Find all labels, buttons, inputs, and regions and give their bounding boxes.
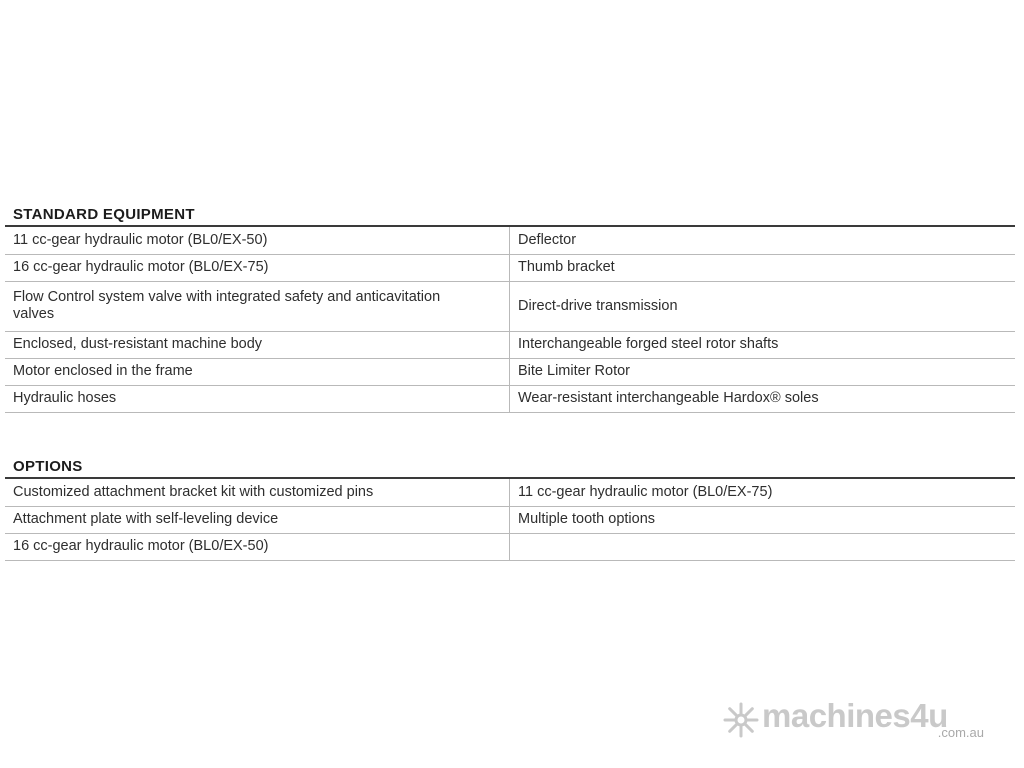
- section-title: OPTIONS: [5, 457, 1015, 479]
- table-cell: Multiple tooth options: [510, 506, 1016, 533]
- table-row: [5, 358, 1015, 385]
- watermark-domain: .com.au: [937, 725, 984, 740]
- table-cell: 16 cc-gear hydraulic motor (BL0/EX-75): [5, 254, 510, 281]
- options-table: [5, 479, 1015, 561]
- table-cell: 11 cc-gear hydraulic motor (BL0/EX-75): [510, 479, 1016, 506]
- table-cell: Interchangeable forged steel rotor shafts: [510, 331, 1016, 358]
- table-cell: Flow Control system valve with integrated safety and anticavitation valves: [5, 281, 510, 331]
- table-cell: Enclosed, dust-resistant machine body: [5, 331, 510, 358]
- gear-star-icon: [722, 701, 760, 739]
- table-cell: 16 cc-gear hydraulic motor (BL0/EX-50): [5, 533, 510, 560]
- table-cell: Motor enclosed in the frame: [5, 358, 510, 385]
- table-row: [5, 227, 1015, 254]
- options-section: [5, 457, 1015, 561]
- table-cell: 11 cc-gear hydraulic motor (BL0/EX-50): [5, 227, 510, 254]
- machines4u-watermark: [722, 697, 992, 750]
- table-cell: [510, 533, 1016, 560]
- table-cell: Hydraulic hoses: [5, 385, 510, 412]
- table-cell: Thumb bracket: [510, 254, 1016, 281]
- table-row: [5, 385, 1015, 412]
- section-title: STANDARD EQUIPMENT: [5, 205, 1015, 227]
- table-row: [5, 479, 1015, 506]
- watermark-brand: machines4u: [762, 697, 948, 734]
- table-row: [5, 533, 1015, 560]
- table-cell: Direct-drive transmission: [510, 281, 1016, 331]
- table-row: [5, 506, 1015, 533]
- table-cell: Customized attachment bracket kit with customized pins: [5, 479, 510, 506]
- table-row: [5, 331, 1015, 358]
- table-cell: Bite Limiter Rotor: [510, 358, 1016, 385]
- table-cell: Attachment plate with self-leveling device: [5, 506, 510, 533]
- table-row: [5, 281, 1015, 331]
- standard-equipment-table: [5, 227, 1015, 413]
- standard-equipment-section: [5, 205, 1015, 413]
- table-cell: Wear-resistant interchangeable Hardox® soles: [510, 385, 1016, 412]
- table-row: [5, 254, 1015, 281]
- table-cell: Deflector: [510, 227, 1016, 254]
